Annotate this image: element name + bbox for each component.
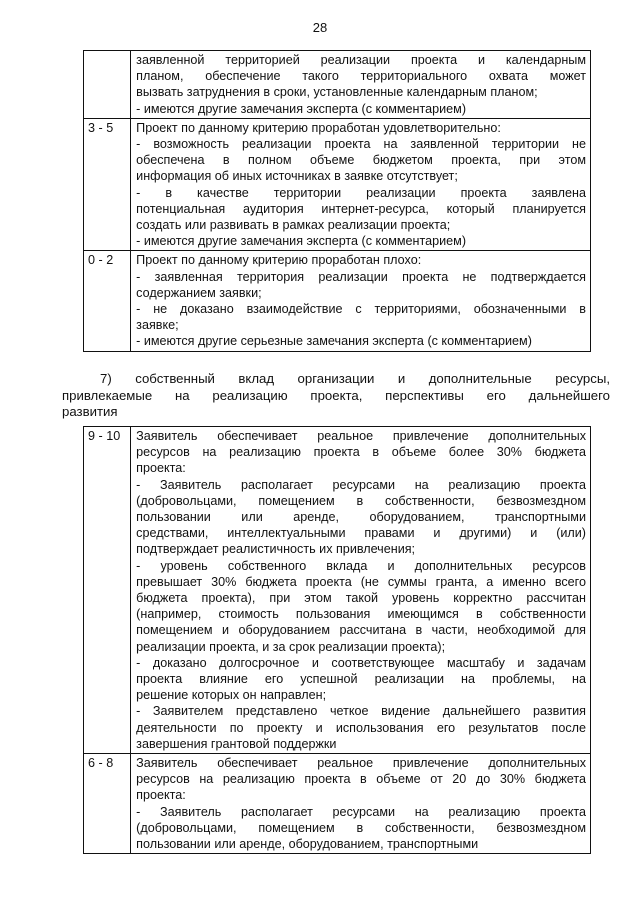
criterion-text-line: заявленной территорией реализации проекта и календарным xyxy=(136,53,586,67)
criteria-table-territory xyxy=(83,50,591,352)
section-heading-line: привлекаемые на реализацию проекта, перспективы его дальнейшего xyxy=(62,387,610,403)
criterion-text-line: проекта влияние его успешной реализации на проблемы, на xyxy=(136,672,586,687)
criterion-description-cell xyxy=(131,754,591,854)
criterion-text-line: ресурсов на реализацию проекта в объеме от 20 до 30% бюджета xyxy=(136,772,586,787)
criterion-text-line: завершения грантовой поддержки xyxy=(136,736,337,751)
score-range-cell: 3 - 5 xyxy=(84,118,131,251)
table-row xyxy=(84,251,591,351)
criterion-text-line: решение которых он направлен; xyxy=(136,688,327,703)
criterion-text-line: содержанием заявки; xyxy=(136,285,262,300)
criterion-text-line: - имеются другие замечания эксперта (с комментарием) xyxy=(136,234,467,249)
criterion-description-cell xyxy=(131,251,591,351)
criterion-text-line: обеспечена в полном объеме бюджетом проекта, при этом xyxy=(136,153,586,168)
table-row xyxy=(84,51,591,119)
criterion-description-cell xyxy=(131,118,591,251)
criterion-text-line: (добровольцами, помещением в собственности, безвозмездном xyxy=(136,493,586,508)
criterion-text-line: создать или развивать в рамках реализации проекта; xyxy=(136,218,451,233)
criterion-text-line: - в качестве территории реализации проекта заявлена xyxy=(136,185,586,200)
criterion-text-line: проекта: xyxy=(136,788,186,803)
criterion-text-line: Проект по данному критерию проработан удовлетворительно: xyxy=(136,120,501,135)
criterion-text-line: деятельности по проекту и использования его результатов после xyxy=(136,720,586,735)
criterion-text-line: бюджета проекта), при этом такой уровень корректно рассчитан xyxy=(136,591,586,606)
criterion-text-line: - заявленная территория реализации проекта не подтверждается xyxy=(136,269,586,284)
criterion-text-line: - не доказано взаимодействие с территориями, обозначенными в xyxy=(136,302,586,317)
criterion-text-line: ресурсов на реализацию проекта в объеме более 30% бюджета xyxy=(136,445,586,460)
score-range-cell: 6 - 8 xyxy=(84,754,131,854)
section-heading-own-contribution xyxy=(62,371,610,421)
criterion-text-line: пользовании или аренде, оборудованием, транспортными xyxy=(136,837,479,852)
criterion-text-line: - Заявителем представлено четкое видение дальнейшего развития xyxy=(136,704,586,719)
criterion-text-line: - имеются другие замечания эксперта (с комментарием) xyxy=(136,101,467,116)
page-number: 28 xyxy=(312,20,328,35)
criterion-text-line: пользовании или аренде, оборудованием, транспортными xyxy=(136,510,586,525)
criterion-text-line: - Заявитель располагает ресурсами на реализацию проекта xyxy=(136,804,586,819)
criterion-text-line: подтверждает реалистичность их привлечения; xyxy=(136,542,416,557)
criterion-text-line: - возможность реализации проекта на заявленной территории не xyxy=(136,137,586,152)
criterion-text-line: превышает 30% бюджета проекта (не суммы гранта, а именно всего xyxy=(136,574,586,589)
criterion-description-cell xyxy=(131,51,591,119)
table-row xyxy=(84,754,591,854)
section-heading-line: 7) собственный вклад организации и дополнительные ресурсы, xyxy=(100,371,610,386)
score-range-cell xyxy=(84,51,131,119)
criterion-text-line: реализации проекта, и за срок реализации проекта); xyxy=(136,639,446,654)
criterion-text-line: - доказано долгосрочное и соответствующее масштабу и задачам xyxy=(136,655,586,670)
criterion-text-line: (добровольцами, помещением в собственности, безвозмездном xyxy=(136,820,586,835)
criterion-text-line: Заявитель обеспечивает реальное привлечение дополнительных xyxy=(136,429,586,443)
criterion-text-line: информация об иных источниках в заявке отсутствует; xyxy=(136,169,458,184)
criterion-text-line: (например, стоимость пользования имеющимся в собственности xyxy=(136,607,586,622)
table-row xyxy=(84,118,591,251)
table-row xyxy=(84,427,591,754)
criterion-text-line: заявке; xyxy=(136,318,179,333)
criterion-description-cell xyxy=(131,427,591,754)
criterion-text-line: - имеются другие серьезные замечания эксперта (с комментарием) xyxy=(136,334,532,349)
score-range-cell: 0 - 2 xyxy=(84,251,131,351)
criteria-table-own-contribution xyxy=(83,426,591,854)
criterion-text-line: потенциальная аудитория интернет-ресурса, который планируется xyxy=(136,201,586,216)
criterion-text-line: вызвать затруднения в сроки, установленные календарным планом; xyxy=(136,85,538,100)
criterion-text-line: средствами, интеллектуальными правами и другими) и (или) xyxy=(136,526,586,541)
criterion-text-line: Заявитель обеспечивает реальное привлечение дополнительных xyxy=(136,756,586,771)
criterion-text-line: планом, обеспечение такого территориального охвата может xyxy=(136,69,586,84)
score-range-cell: 9 - 10 xyxy=(84,427,131,754)
criterion-text-line: - уровень собственного вклада и дополнительных ресурсов xyxy=(136,558,586,573)
criterion-text-line: помещением и оборудованием рассчитана в части, необходимой для xyxy=(136,623,586,638)
criterion-text-line: Проект по данному критерию проработан плохо: xyxy=(136,253,422,268)
criterion-text-line: - Заявитель располагает ресурсами на реализацию проекта xyxy=(136,477,586,492)
section-heading-line: развития xyxy=(62,404,118,419)
criterion-text-line: проекта: xyxy=(136,461,186,476)
